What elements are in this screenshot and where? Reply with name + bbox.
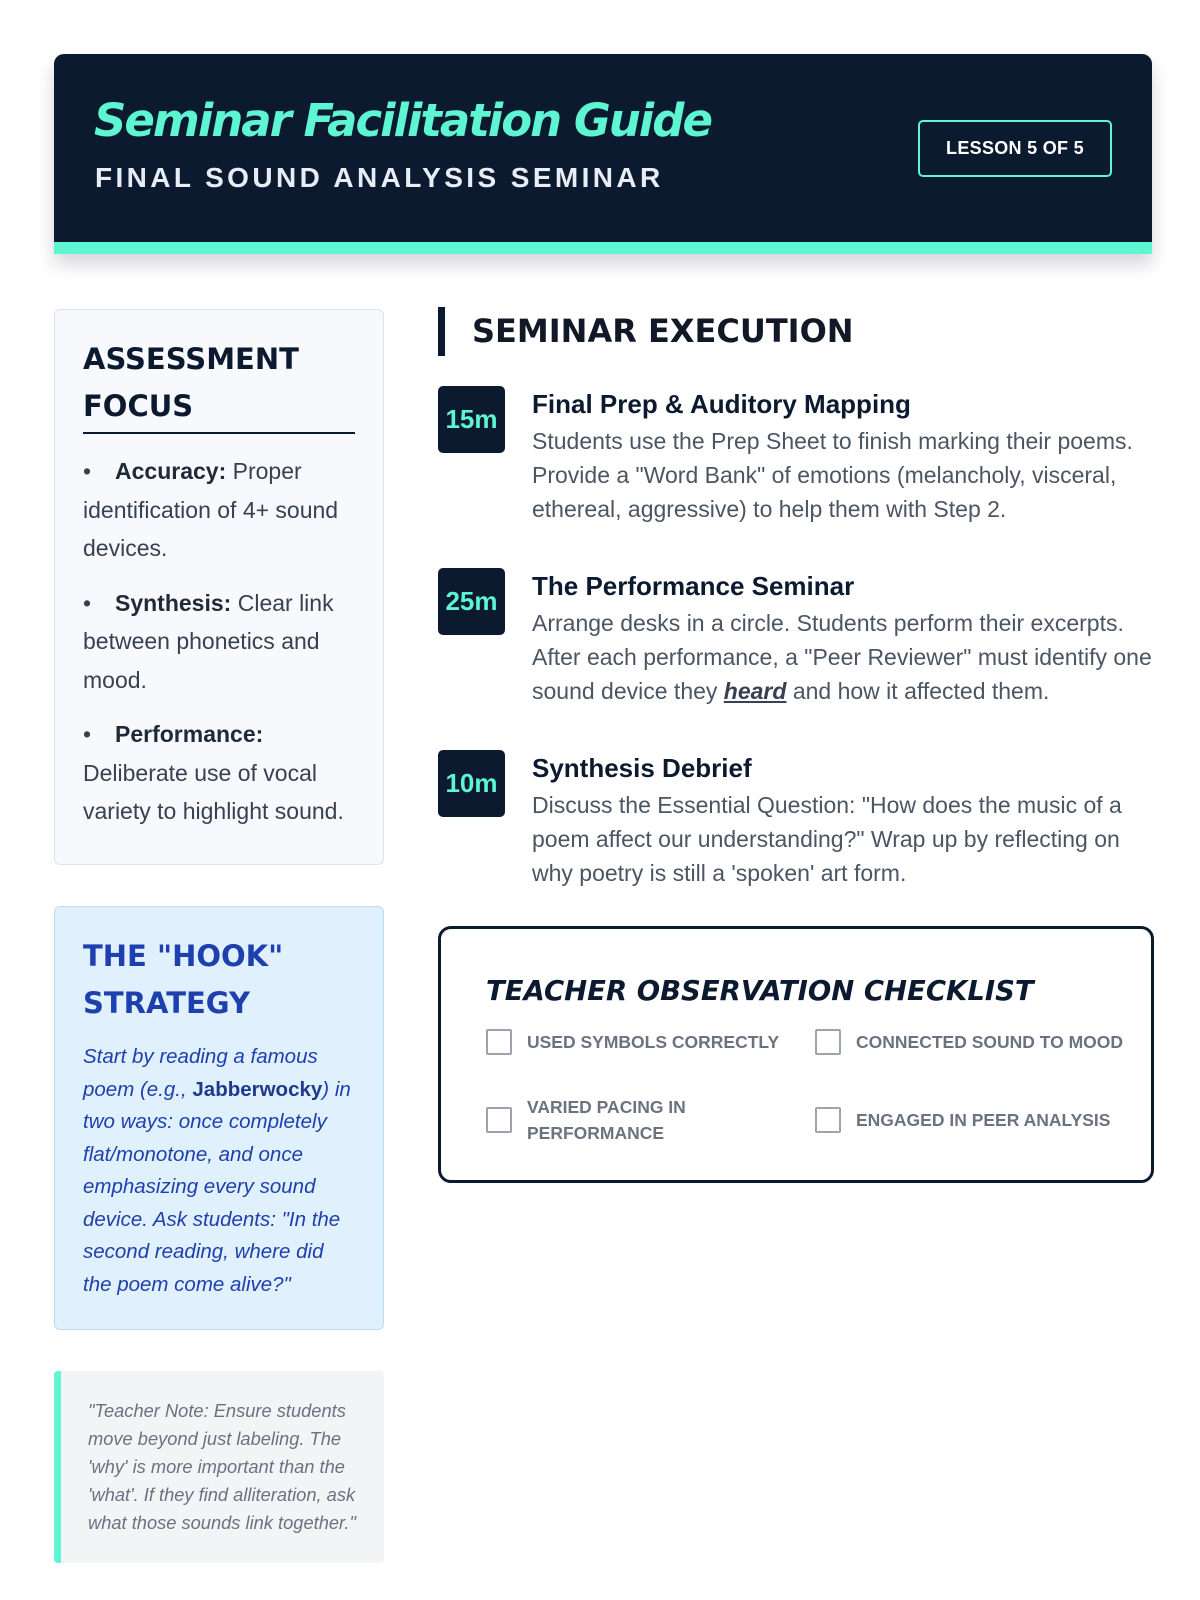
checklist-item-label: VARIED PACING IN PERFORMANCE bbox=[527, 1097, 686, 1143]
checklist-item-label: CONNECTED SOUND TO MOOD bbox=[856, 1032, 1124, 1052]
hook-text-strong: Jabberwocky bbox=[192, 1077, 323, 1101]
step-desc-emphasis: heard bbox=[723, 678, 787, 704]
assessment-heading-line1: ASSESSMENT bbox=[83, 342, 299, 376]
step-body bbox=[532, 750, 1158, 890]
hook-strategy-text bbox=[83, 1041, 355, 1301]
hook-heading-line2: STRATEGY bbox=[83, 986, 250, 1020]
hook-strategy-card bbox=[54, 906, 384, 1330]
assessment-list bbox=[83, 452, 355, 831]
checklist-item[interactable] bbox=[815, 1107, 1135, 1133]
step-time-badge: 10m bbox=[438, 750, 505, 817]
step-desc-after: and how it affected them. bbox=[786, 678, 1050, 704]
assessment-focus-card bbox=[54, 309, 384, 865]
step-time-badge: 25m bbox=[438, 568, 505, 635]
step-body bbox=[532, 568, 1158, 708]
step-title: The Performance Seminar bbox=[532, 571, 855, 601]
hook-heading-line1: THE "HOOK" bbox=[83, 939, 284, 973]
assessment-item: • Accuracy: Proper identification of 4+ sound devices. bbox=[83, 458, 339, 561]
assessment-item-text: Clear link between phonetics and mood. bbox=[83, 589, 334, 693]
assessment-item: • Synthesis: Clear link between phonetics and mood. bbox=[83, 589, 334, 693]
step-title: Final Prep & Auditory Mapping bbox=[532, 389, 911, 419]
checklist-title: TEACHER OBSERVATION CHECKLIST bbox=[486, 975, 1034, 1007]
assessment-item-label: Performance: bbox=[115, 721, 264, 747]
assessment-item-text: Proper identification of 4+ sound devices. bbox=[83, 458, 339, 561]
step-description bbox=[532, 606, 1158, 708]
teacher-note-text: "Teacher Note: Ensure students move beyond just labeling. The 'why' is more important than the 'what'. If they find alliteration, ask what those sounds link together." bbox=[88, 1400, 357, 1533]
step-desc-before: Arrange desks in a circle. Students perform their excerpts. After each performance, a "Peer Reviewer" must identify one sound device they bbox=[532, 610, 1152, 704]
checklist-item-label: ENGAGED IN PEER ANALYSIS bbox=[856, 1110, 1111, 1130]
assessment-heading-line2: FOCUS bbox=[83, 389, 194, 423]
page-title: Seminar Facilitation Guide bbox=[94, 94, 711, 147]
step-description: Students use the Prep Sheet to finish marking their poems. Provide a "Word Bank" of emotions (melancholy, visceral, ethereal, aggressive) to help them with Step 2. bbox=[532, 428, 1133, 522]
step-time-badge: 15m bbox=[438, 386, 505, 453]
lesson-badge: LESSON 5 OF 5 bbox=[918, 120, 1112, 177]
assessment-item-label: Synthesis: bbox=[115, 589, 232, 616]
checkbox[interactable] bbox=[486, 1107, 512, 1133]
assessment-item-label: Accuracy: bbox=[115, 458, 227, 484]
assessment-focus-heading bbox=[83, 336, 355, 434]
checklist-item[interactable] bbox=[486, 1029, 786, 1055]
assessment-item: • Performance: Deliberate use of vocal variety to highlight sound. bbox=[83, 721, 344, 824]
checkbox[interactable] bbox=[815, 1029, 841, 1055]
checkbox[interactable] bbox=[815, 1107, 841, 1133]
observation-checklist bbox=[438, 926, 1154, 1183]
checkbox[interactable] bbox=[486, 1029, 512, 1055]
checklist-item[interactable] bbox=[815, 1029, 1135, 1055]
hook-text-after: ) in two ways: once completely flat/monotone, and once emphasizing every sound device. Ask students: "In the second reading, where did the poem come alive?" bbox=[83, 1077, 351, 1296]
assessment-item-text: Deliberate use of vocal variety to highlight sound. bbox=[83, 759, 344, 824]
page-header bbox=[54, 54, 1152, 254]
checklist-item[interactable] bbox=[486, 1094, 766, 1146]
step-description: Discuss the Essential Question: "How does the music of a poem affect our understanding?" Wrap up by reflecting on why poetry is still a 'spoken' art form. bbox=[532, 792, 1122, 886]
hook-text-before: Start by reading a famous poem (e.g., bbox=[83, 1045, 318, 1101]
step-title: Synthesis Debrief bbox=[532, 753, 752, 783]
checklist-item-label: USED SYMBOLS CORRECTLY bbox=[527, 1032, 780, 1052]
step-body bbox=[532, 386, 1158, 526]
hook-strategy-heading bbox=[83, 933, 355, 1027]
page-subtitle: FINAL SOUND ANALYSIS SEMINAR bbox=[95, 162, 664, 193]
teacher-note bbox=[54, 1371, 384, 1563]
seminar-execution-title: SEMINAR EXECUTION bbox=[438, 307, 854, 356]
